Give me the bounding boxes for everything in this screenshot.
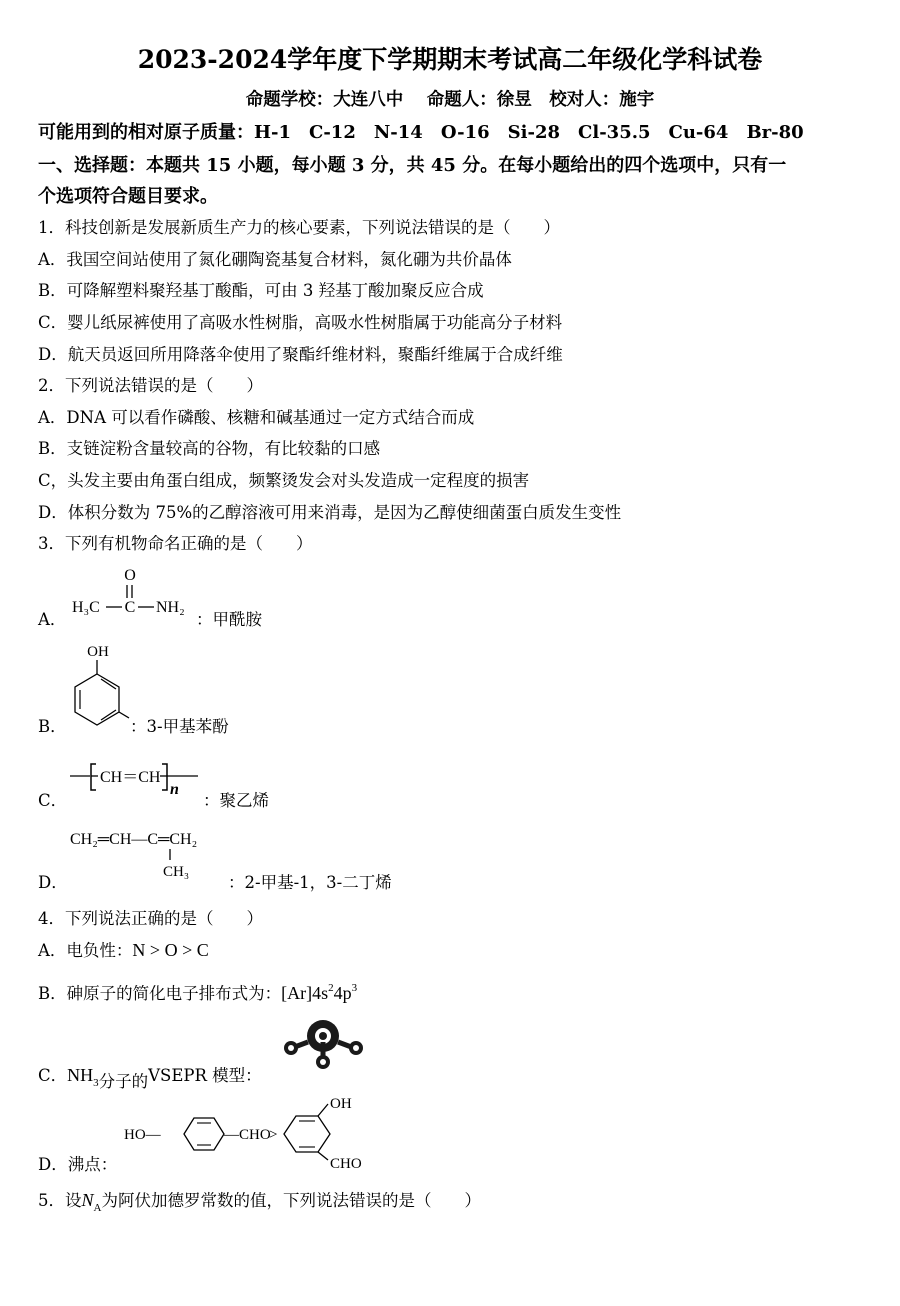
page-title: 2023-2024学年度下学期期末考试高二年级化学科试卷 <box>137 45 763 74</box>
methyl-branch-label: CH₃ <box>163 864 190 880</box>
question-3-option-a-name: ：甲酰胺 <box>196 610 262 629</box>
question-4-option-a <box>38 937 209 961</box>
methyl-group-label: H₃C <box>72 599 100 616</box>
question-1-stem: 1．科技创新是发展新质生产力的核心要素，下列说法错误的是（ ） <box>38 218 560 237</box>
question-3-option-c-name: ：聚乙烯 <box>203 791 269 810</box>
question-2-option-a: A．DNA 可以看作磷酸、核糖和碱基通过一定方式结合而成 <box>38 408 475 427</box>
electron-configuration: $[Ar]4s^24p^3$ <box>281 982 358 1003</box>
methylbutadiene-structure <box>68 826 238 884</box>
greater-than-sign: > <box>269 1127 278 1143</box>
question-3-option-b-name: ：3-甲基苯酚 <box>130 717 229 736</box>
question-3-option-d-label: D． <box>38 873 68 892</box>
question-1-option-b: B．可降解塑料聚羟基丁酸酯，可由 3 羟基丁酸加聚反应合成 <box>38 281 484 300</box>
option-c-prefix: C． <box>38 1066 68 1085</box>
acetamide-structure <box>70 562 200 628</box>
section-intro-line2: 个选项符合题目要求。 <box>38 186 218 207</box>
repeat-unit-label: CH＝CH <box>100 769 161 786</box>
carbonyl-oxygen-label: O <box>124 567 136 584</box>
question-3-option-b-label: B． <box>38 717 67 736</box>
ammonia-formula: $NH_3$ <box>67 1065 99 1089</box>
ortho-aldehyde-label: CHO <box>330 1156 362 1172</box>
question-5-stem: 5．设$N_A$为阿伏加德罗常数的值，下列说法错误的是（ ） <box>38 1190 481 1214</box>
question-4-option-d-label: D．沸点： <box>38 1155 118 1174</box>
electronegativity-formula: N > O > C <box>132 940 209 960</box>
amine-group-label: NH₂ <box>156 599 185 616</box>
polymer-structure <box>68 758 203 804</box>
question-4-stem: 4．下列说法正确的是（ ） <box>38 909 263 928</box>
question-3-option-a-label: A． <box>38 610 67 629</box>
question-3-stem: 3．下列有机物命名正确的是（ ） <box>38 534 313 553</box>
option-a-prefix: A．电负性： <box>38 941 133 960</box>
ortho-hydroxyl-label: OH <box>330 1096 352 1112</box>
atomic-mass-line: 可能用到的相对原子质量：H-1 C-12 N-14 O-16 Si-28 Cl-35.5 Cu-64 Br-80 <box>38 122 804 143</box>
option-b-prefix: B．砷原子的简化电子排布式为： <box>38 984 282 1003</box>
para-hydroxyl-label: HO— <box>124 1127 161 1143</box>
polymer-n-label: n <box>170 781 179 798</box>
section-intro-line1: 一、选择题：本题共 15 小题，每小题 3 分，共 45 分。在每小题给出的四个选项中，只有一 <box>38 155 787 176</box>
question-2-option-d: D．体积分数为 75%的乙醇溶液可用来消毒，是因为乙醇使细菌蛋白质发生变性 <box>38 503 622 522</box>
question-1-option-a: A．我国空间站使用了氮化硼陶瓷基复合材料，氮化硼为共价晶体 <box>38 250 512 269</box>
author-line: 命题学校：大连八中 命题人：徐昱 校对人：施宇 <box>245 90 655 110</box>
question-2-stem: 2．下列说法错误的是（ ） <box>38 376 263 395</box>
methylphenol-structure <box>66 640 136 732</box>
hydroxybenzaldehyde-comparison <box>124 1092 384 1172</box>
question-3-option-c-label: C． <box>38 791 68 810</box>
question-2-option-c: C，头发主要由角蛋白组成，频繁烫发会对头发造成一定程度的损害 <box>38 471 530 490</box>
question-1-option-d: D．航天员返回所用降落伞使用了聚酯纤维材料，聚酯纤维属于合成纤维 <box>38 345 563 364</box>
diene-chain-label: CH₂═CH—C═CH₂ <box>70 831 198 848</box>
vsepr-model-image <box>280 1016 375 1072</box>
hydroxyl-label: OH <box>87 644 109 660</box>
question-3-option-d-name: ：2-甲基-1，3-二丁烯 <box>228 873 392 892</box>
avogadro-symbol: $N_A$ <box>81 1190 102 1214</box>
question-1-option-c: C．婴儿纸尿裤使用了高吸水性树脂，高吸水性树脂属于功能高分子材料 <box>38 313 563 332</box>
question-2-option-b: B．支链淀粉含量较高的谷物，有比较黏的口感 <box>38 439 381 458</box>
para-aldehyde-label: —CHO <box>224 1127 271 1143</box>
carbonyl-carbon-label: C <box>124 599 136 616</box>
question-4-option-b <box>38 980 357 1004</box>
question-4-option-c: C．$NH_3$分子的VSEPR 模型： <box>38 1065 262 1091</box>
